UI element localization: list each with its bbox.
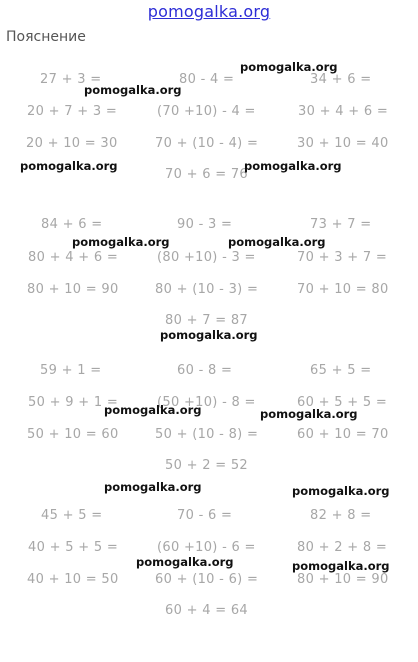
p1-col1-line3: 20 + 10 = 30: [26, 136, 118, 151]
p2-col2-line3: 80 + (10 - 3) =: [155, 282, 259, 297]
site-title[interactable]: pomogalka.org: [147, 2, 271, 21]
p2-col3-line2: 70 + 3 + 7 =: [297, 250, 388, 265]
p2-col3-line3: 70 + 10 = 80: [297, 282, 389, 297]
p4-col1-line3: 40 + 10 = 50: [27, 572, 119, 587]
p1-result: 70 + 6 = 76: [165, 167, 248, 182]
watermark: pomogalka.org: [260, 407, 358, 421]
p1-col2-line3: 70 + (10 - 4) =: [155, 136, 259, 151]
p4-col2-line2: (60 +10) - 6 =: [157, 540, 256, 555]
watermark: pomogalka.org: [104, 403, 202, 417]
p2-col1-line2: 80 + 4 + 6 =: [28, 250, 119, 265]
p3-col2-line1: 60 - 8 =: [177, 363, 233, 378]
p2-result: 80 + 7 = 87: [165, 313, 248, 328]
watermark: pomogalka.org: [160, 328, 258, 342]
watermark: pomogalka.org: [244, 159, 342, 173]
p3-col1-line1: 59 + 1 =: [40, 363, 102, 378]
p4-col2-line1: 70 - 6 =: [177, 508, 233, 523]
watermark: pomogalka.org: [292, 484, 390, 498]
watermark: pomogalka.org: [72, 235, 170, 249]
p1-col2-line2: (70 +10) - 4 =: [157, 104, 256, 119]
p2-col2-line2: (80 +10) - 3 =: [157, 250, 256, 265]
p3-col1-line3: 50 + 10 = 60: [27, 427, 119, 442]
section-heading: Пояснение: [6, 29, 86, 45]
p3-col3-line2: 60 + 5 + 5 =: [297, 395, 388, 410]
p1-col3-line3: 30 + 10 = 40: [297, 136, 389, 151]
p4-col2-line3: 60 + (10 - 6) =: [155, 572, 259, 587]
p4-col1-line2: 40 + 5 + 5 =: [28, 540, 119, 555]
p4-col3-line3: 80 + 10 = 90: [297, 572, 389, 587]
p1-col1-line2: 20 + 7 + 3 =: [27, 104, 118, 119]
p4-col3-line1: 82 + 8 =: [310, 508, 372, 523]
p4-result: 60 + 4 = 64: [165, 603, 248, 618]
p4-col1-line1: 45 + 5 =: [41, 508, 103, 523]
p1-col3-line1: 34 + 6 =: [310, 72, 372, 87]
p3-col3-line1: 65 + 5 =: [310, 363, 372, 378]
p2-col2-line1: 90 - 3 =: [177, 217, 233, 232]
watermark: pomogalka.org: [20, 159, 118, 173]
p3-col3-line3: 60 + 10 = 70: [297, 427, 389, 442]
watermark: pomogalka.org: [292, 559, 390, 573]
p1-col3-line2: 30 + 4 + 6 =: [298, 104, 389, 119]
p2-col3-line1: 73 + 7 =: [310, 217, 372, 232]
p2-col1-line1: 84 + 6 =: [41, 217, 103, 232]
p2-col1-line3: 80 + 10 = 90: [27, 282, 119, 297]
p1-col2-line1: 80 - 4 =: [179, 72, 235, 87]
watermark: pomogalka.org: [84, 83, 182, 97]
watermark: pomogalka.org: [136, 555, 234, 569]
watermark: pomogalka.org: [104, 480, 202, 494]
p1-col1-line1: 27 + 3 =: [40, 72, 102, 87]
p3-result: 50 + 2 = 52: [165, 458, 248, 473]
watermark: pomogalka.org: [240, 60, 338, 74]
p3-col1-line2: 50 + 9 + 1 =: [28, 395, 119, 410]
watermark: pomogalka.org: [228, 235, 326, 249]
p4-col3-line2: 80 + 2 + 8 =: [297, 540, 388, 555]
p3-col2-line2: (50 +10) - 8 =: [157, 395, 256, 410]
p3-col2-line3: 50 + (10 - 8) =: [155, 427, 259, 442]
